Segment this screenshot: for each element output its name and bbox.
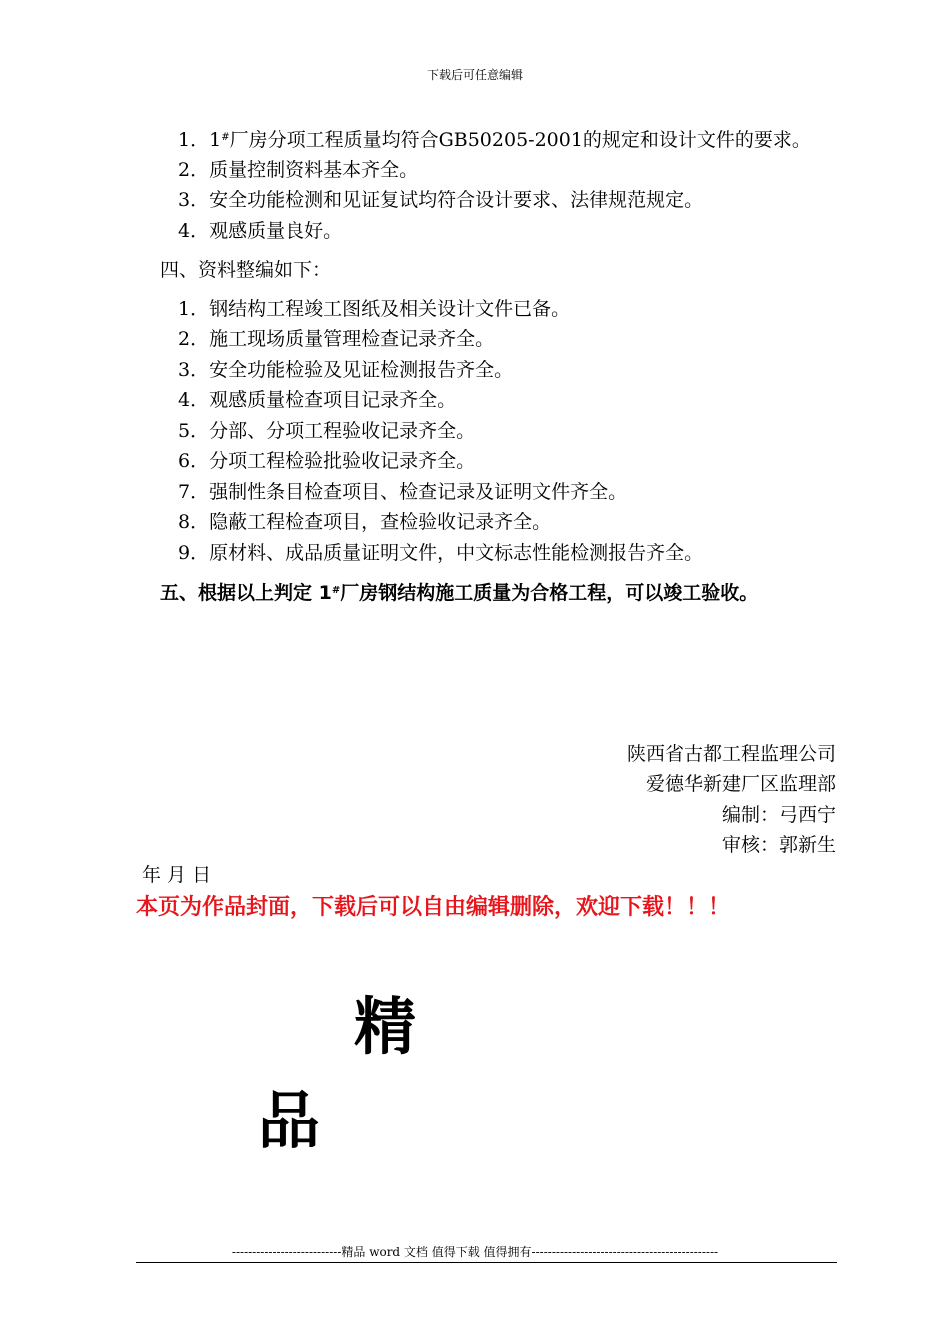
document-item-6 (178, 449, 475, 473)
document-item-5 (178, 419, 475, 443)
item-text: 质量控制资料基本齐全。 (209, 159, 419, 181)
reviewed-by: 审核：郭新生 (721, 834, 836, 856)
page-footer: ---------------------------精品 word 文档 值得下载 值得拥有---------------------------------------------- (231, 1245, 719, 1259)
item-text: 观感质量良好。 (209, 220, 343, 242)
superscript-mark: # (221, 132, 230, 143)
conclusion-item-2 (178, 158, 418, 182)
conclusion-item-4 (178, 219, 342, 243)
document-item-8 (178, 510, 551, 534)
big-char-jing: 精 (354, 990, 417, 1063)
item-number: 3． (178, 359, 210, 381)
item-text: 安全功能检测和见证复试均符合设计要求、法律规范规定。 (209, 189, 704, 211)
document-item-9 (178, 541, 703, 565)
footer-divider (136, 1262, 837, 1263)
item-number: 3． (178, 189, 210, 211)
item-text: 厂房分项工程质量均符合GB50205-2001的规定和设计文件的要求。 (229, 129, 811, 151)
company-name: 陕西省古都工程监理公司 (626, 743, 836, 765)
item-text: 原材料、成品质量证明文件，中文标志性能检测报告齐全。 (209, 542, 704, 564)
item-text: 强制性条目检查项目、检查记录及证明文件齐全。 (209, 481, 628, 503)
prepared-by: 编制：弓西宁 (721, 804, 836, 826)
item-text: 安全功能检验及见证检测报告齐全。 (209, 359, 514, 381)
item-number: 7． (178, 481, 210, 503)
document-item-7 (178, 480, 627, 504)
document-item-4 (178, 388, 456, 412)
conclusion-item-1 (178, 128, 811, 152)
section-4-title: 四、资料整编如下： (160, 259, 332, 281)
item-text: 隐蔽工程检查项目，查检验收记录齐全。 (209, 511, 552, 533)
document-item-1 (178, 297, 570, 321)
item-prefix: 1 (209, 129, 222, 151)
page-header: 下载后可任意编辑 (426, 68, 523, 82)
item-text: 分项工程检验批验收记录齐全。 (209, 450, 476, 472)
item-number: 2． (178, 159, 210, 181)
document-item-3 (178, 358, 513, 382)
section-5-conclusion (160, 581, 758, 605)
item-text: 观感质量检查项目记录齐全。 (209, 389, 457, 411)
item-number: 5． (178, 420, 210, 442)
superscript-mark: # (331, 585, 341, 596)
item-text: 分部、分项工程验收记录齐全。 (209, 420, 476, 442)
department-name: 爱德华新建厂区监理部 (645, 773, 836, 795)
section-5-text: 厂房钢结构施工质量为合格工程，可以竣工验收。 (340, 582, 759, 604)
big-char-pin: 品 (258, 1084, 321, 1157)
download-notice: 本页为作品封面，下载后可以自由编辑删除，欢迎下载！！！ (136, 895, 731, 920)
section-5-prefix: 五、根据以上判定 1 (160, 582, 332, 604)
item-number: 1． (178, 298, 210, 320)
conclusion-item-3 (178, 188, 703, 212)
date-line: 年 月 日 (142, 864, 212, 886)
item-number: 1． (178, 129, 210, 151)
item-number: 4． (178, 220, 210, 242)
item-number: 8． (178, 511, 210, 533)
item-number: 6． (178, 450, 210, 472)
item-number: 4． (178, 389, 210, 411)
item-text: 钢结构工程竣工图纸及相关设计文件已备。 (209, 298, 571, 320)
item-number: 2． (178, 328, 210, 350)
item-text: 施工现场质量管理检查记录齐全。 (209, 328, 495, 350)
item-number: 9． (178, 542, 210, 564)
document-item-2 (178, 327, 494, 351)
